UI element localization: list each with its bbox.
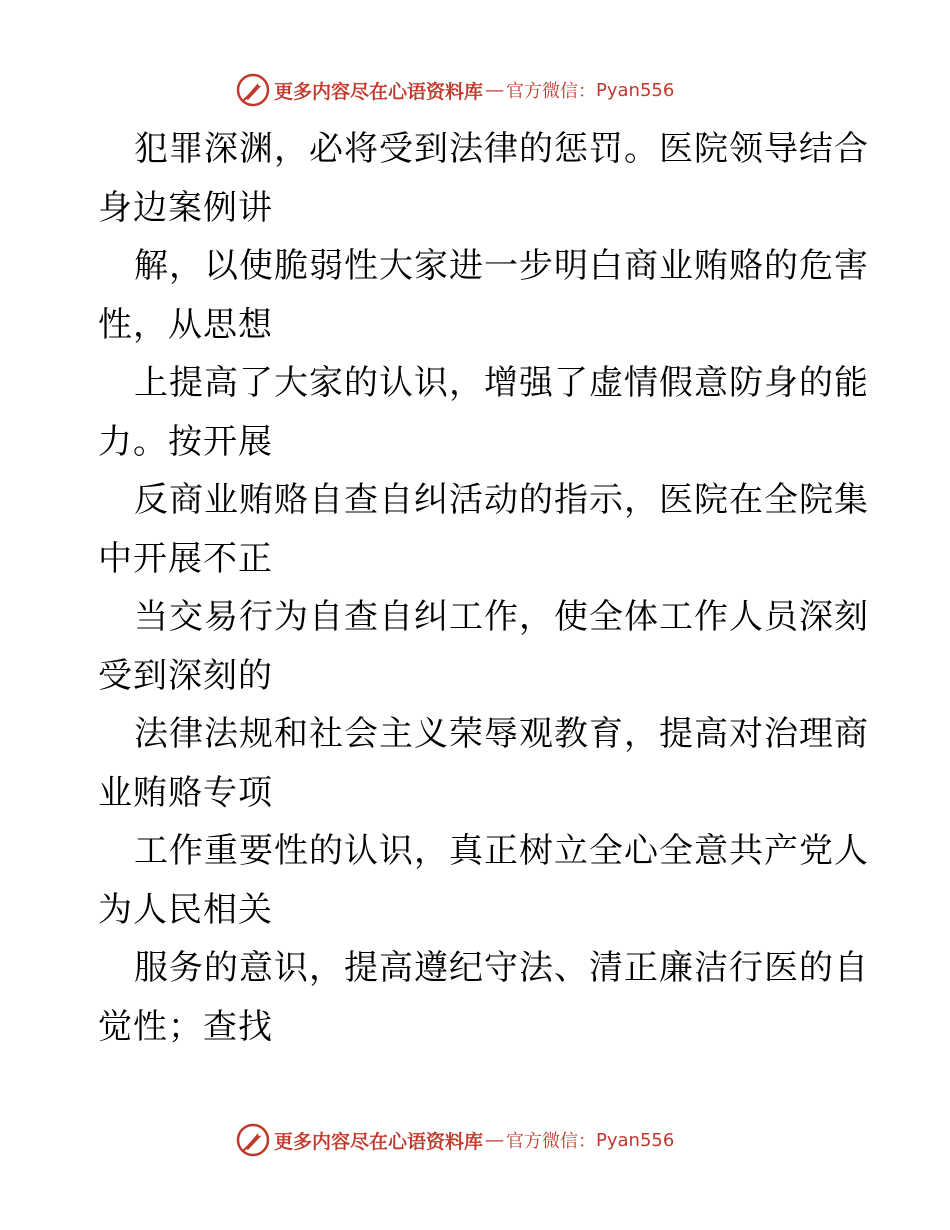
document-body	[98, 120, 869, 1056]
banner-brand-text: 更多内容尽在心语资料库	[274, 80, 484, 103]
body-line-9: 当交易行为自查自纠工作，使全体工作人员深刻	[134, 597, 869, 637]
body-line-11: 法律法规和社会主义荣辱观教育，提高对治理商	[134, 714, 869, 754]
body-line-3: 解，以使脆弱性大家进一步明白商业贿赂的危害	[134, 246, 869, 286]
body-line-6: 力。按开展	[98, 421, 273, 462]
feather-pen-logo-icon	[236, 73, 270, 107]
banner-brand-text: 更多内容尽在心语资料库	[274, 1130, 484, 1153]
header-banner	[236, 72, 674, 108]
body-line-15: 服务的意识，提高遵纪守法、清正廉洁行医的自	[134, 948, 869, 988]
feather-pen-logo-icon	[236, 1123, 270, 1157]
body-line-12: 业贿赂专项	[98, 772, 273, 813]
banner-dash: —	[485, 1129, 505, 1151]
body-line-14: 为人民相关	[98, 889, 273, 930]
body-line-13: 工作重要性的认识，真正树立全心全意共产党人	[134, 831, 869, 871]
body-line-8: 中开展不正	[98, 538, 273, 579]
banner-dash: —	[485, 79, 505, 101]
footer-banner	[236, 1122, 674, 1158]
banner-contact-id: Pyan556	[596, 1129, 675, 1151]
body-line-5: 上提高了大家的认识，增强了虚情假意防身的能	[134, 363, 869, 403]
banner-contact-id: Pyan556	[596, 79, 675, 101]
body-line-10: 受到深刻的	[98, 655, 273, 696]
body-line-7: 反商业贿赂自查自纠活动的指示，医院在全院集	[134, 480, 869, 520]
banner-contact-label: 官方微信：	[506, 81, 597, 102]
body-line-1: 犯罪深渊，必将受到法律的惩罚。医院领导结合	[134, 129, 869, 169]
banner-contact-label: 官方微信：	[506, 1131, 597, 1152]
body-line-2: 身边案例讲	[98, 187, 273, 228]
body-line-4: 性，从思想	[98, 304, 273, 345]
body-line-16: 觉性；查找	[98, 1006, 273, 1047]
